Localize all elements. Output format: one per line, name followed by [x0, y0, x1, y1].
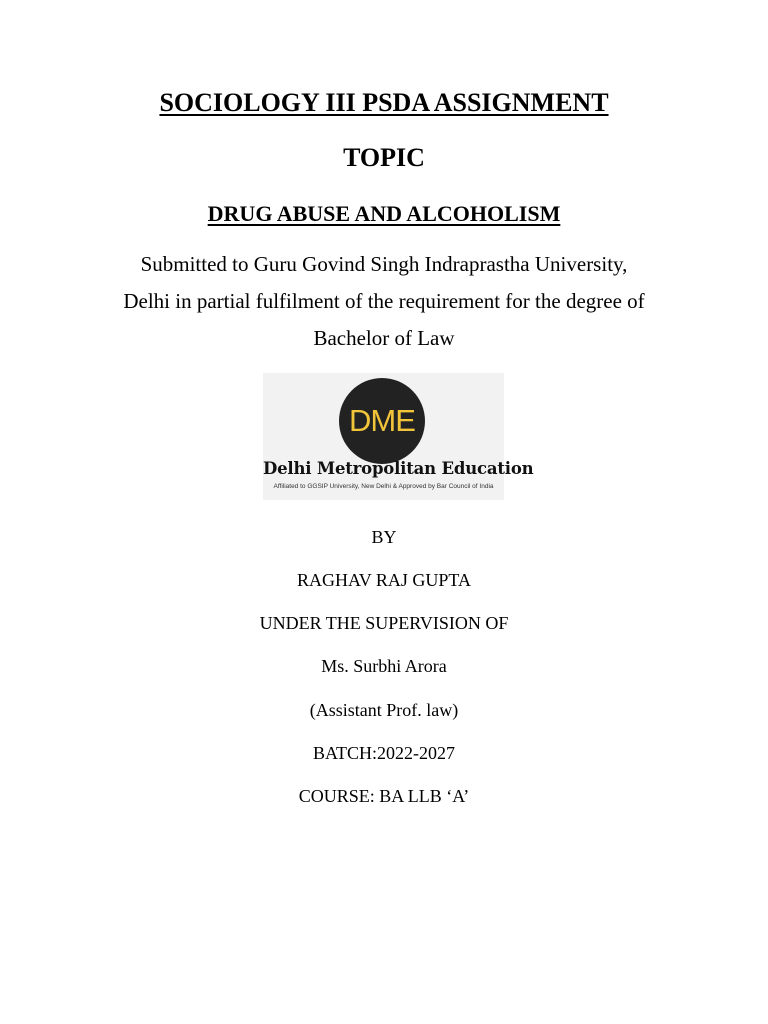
- submission-line-2: Delhi in partial fulfilment of the requirement for the degree of: [123, 289, 645, 313]
- logo-abbreviation: DME: [349, 403, 415, 438]
- logo-tagline: Affiliated to GGSIP University, New Delhi & Approved by Bar Council of India: [273, 483, 494, 490]
- by-label: BY: [371, 527, 397, 547]
- logo-circle: [339, 378, 425, 464]
- batch-info: BATCH:2022-2027: [312, 743, 455, 763]
- supervisor-designation: (Assistant Prof. law): [309, 700, 459, 720]
- supervisor-name: Ms. Surbhi Arora: [321, 656, 447, 676]
- submission-line-3: Bachelor of Law: [313, 326, 455, 350]
- author-name: RAGHAV RAJ GUPTA: [297, 570, 471, 590]
- document-title: SOCIOLOGY III PSDA ASSIGNMENT: [159, 88, 609, 117]
- submission-line-1: Submitted to Guru Govind Singh Indraprastha University,: [140, 252, 628, 276]
- institution-logo: [263, 373, 534, 500]
- supervision-label: UNDER THE SUPERVISION OF: [259, 613, 509, 633]
- topic-title: DRUG ABUSE AND ALCOHOLISM: [207, 201, 561, 226]
- topic-heading: TOPIC: [343, 143, 425, 172]
- course-info: COURSE: BA LLB ‘A’: [298, 786, 470, 806]
- logo-institution-name: Delhi Metropolitan Education: [263, 459, 534, 478]
